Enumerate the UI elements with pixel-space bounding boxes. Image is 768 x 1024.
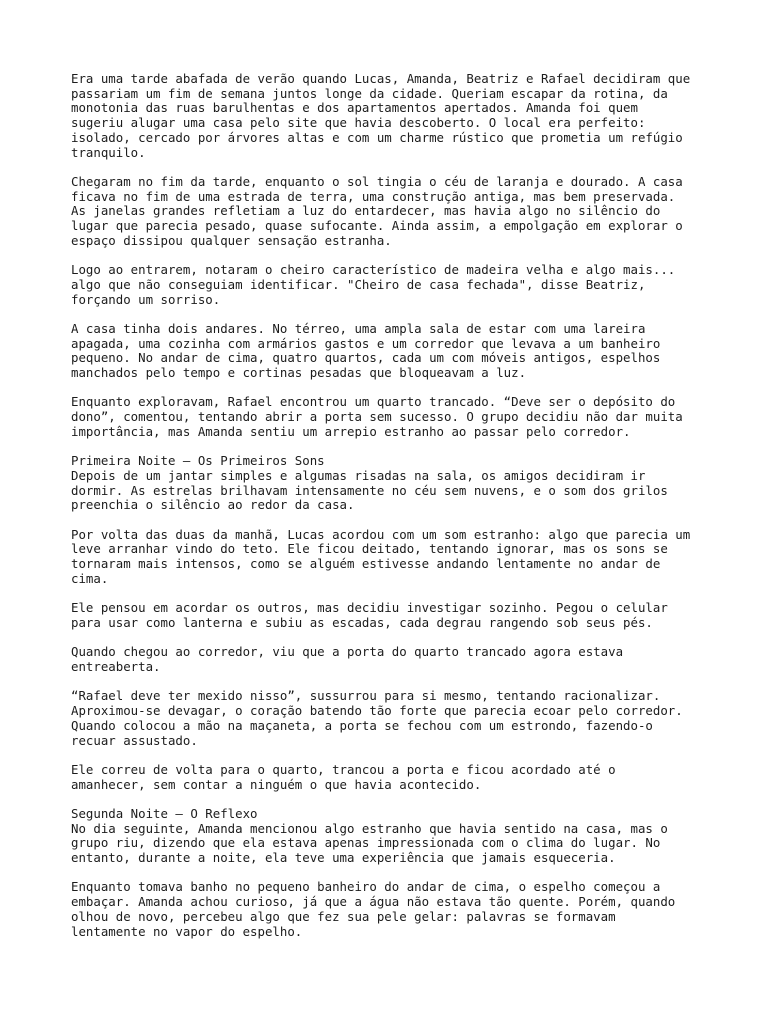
paragraph-next-day: No dia seguinte, Amanda mencionou algo estranho que havia sentido na casa, mas o grupo riu, dizendo que ela estava apenas impressionada com o clima do lugar. No entanto, durante a noite, ela teve uma experiência que jamais esqueceria. bbox=[71, 820, 668, 866]
paragraph-smell: Logo ao entrarem, notaram o cheiro característico de madeira velha e algo mais... algo que não conseguiam identificar. "Cheiro de casa fechada", disse Beatriz, forçando um sorriso. bbox=[71, 262, 676, 307]
paragraph-arrival: Chegaram no fim da tarde, enquanto o sol tingia o céu de laranja e dourado. A casa ficava no fim de uma estrada de terra, uma construção antiga, mas bem preservada. As janelas grandes refletiam a luz do entardecer, mas havia algo no silêncio do lugar que parecia pesado, quase sufocante. Ainda assim, a empolgação em explorar o espaço dissipou qualquer sensação estranha. bbox=[71, 173, 683, 248]
section-heading-second-night: Segunda Noite – O Reflexo bbox=[71, 805, 258, 821]
paragraph-mirror: Enquanto tomava banho no pequeno banheiro do andar de cima, o espelho começou a embaçar. Amanda achou curioso, já que a água não estava tão quente. Porém, quando olhou de novo, percebeu algo que fez sua pele gelar: palavras se formavam lentamente no vapor do espelho. bbox=[71, 879, 676, 939]
paragraph-run-back: Ele correu de volta para o quarto, trancou a porta e ficou acordado até o amanhecer, sem contar a ninguém o que havia acontecido. bbox=[71, 761, 616, 792]
paragraph-door-ajar: Quando chegou ao corredor, viu que a porta do quarto trancado agora estava entreaberta. bbox=[71, 644, 624, 674]
paragraph-intro: Era uma tarde abafada de verão quando Lucas, Amanda, Beatriz e Rafael decidiram que passariam um fim de semana juntos longe da cidade. Queriam escapar da rotina, da monotonia das ruas barulhentas e dos apartamentos apertados. Amanda foi quem sugeriu alugar uma casa pelo site que havia descoberto. O local era perfeito: isolado, cercado por árvores altas e com um charme rústico que prometia um refúgio tranquilo. bbox=[71, 71, 691, 160]
paragraph-investigate: Ele pensou em acordar os outros, mas decidiu investigar sozinho. Pegou o celular para usar como lanterna e subiu as escadas, cada degrau rangendo sob seus pés. bbox=[71, 600, 668, 630]
paragraph-locked-room: Enquanto exploravam, Rafael encontrou um quarto trancado. “Deve ser o depósito do dono”, comentou, tentando abrir a porta sem sucesso. O grupo decidiu não dar muita importância, mas Amanda sentiu um arrepio estranho ao passar pelo corredor. bbox=[71, 394, 683, 439]
paragraph-dinner: Depois de um jantar simples e algumas risadas na sala, os amigos decidiram ir dormir. As estrelas brilhavam intensamente no céu sem nuvens, e o som dos grilos preenchia o silêncio ao redor da casa. bbox=[71, 467, 668, 513]
document-page bbox=[71, 72, 711, 954]
paragraph-scratching: Por volta das duas da manhã, Lucas acordou com um som estranho: algo que parecia um leve arranhar vindo do teto. Ele ficou deitado, tentando ignorar, mas os sons se tornaram mais intensos, como se alguém estivesse andando lentamente no andar de cima. bbox=[71, 526, 691, 586]
paragraph-house-layout: A casa tinha dois andares. No térreo, uma ampla sala de estar com uma lareira apagada, uma cozinha com armários gastos e um corredor que levava a um banheiro pequeno. No andar de cima, quatro quartos, cada um com móveis antigos, espelhos manchados pelo tempo e cortinas pesadas que bloqueavam a luz. bbox=[71, 320, 661, 381]
paragraph-door-slam: “Rafael deve ter mexido nisso”, sussurrou para si mesmo, tentando racionalizar. Aproximou-se devagar, o coração batendo tão forte que parecia ecoar pelo corredor. Quando colocou a mão na maçaneta, a porta se fechou com um estrondo, fazendo-o recuar assustado. bbox=[71, 688, 683, 748]
section-first-night bbox=[71, 454, 711, 513]
section-heading-first-night: Primeira Noite – Os Primeiros Sons bbox=[71, 453, 325, 469]
section-second-night bbox=[71, 807, 711, 866]
